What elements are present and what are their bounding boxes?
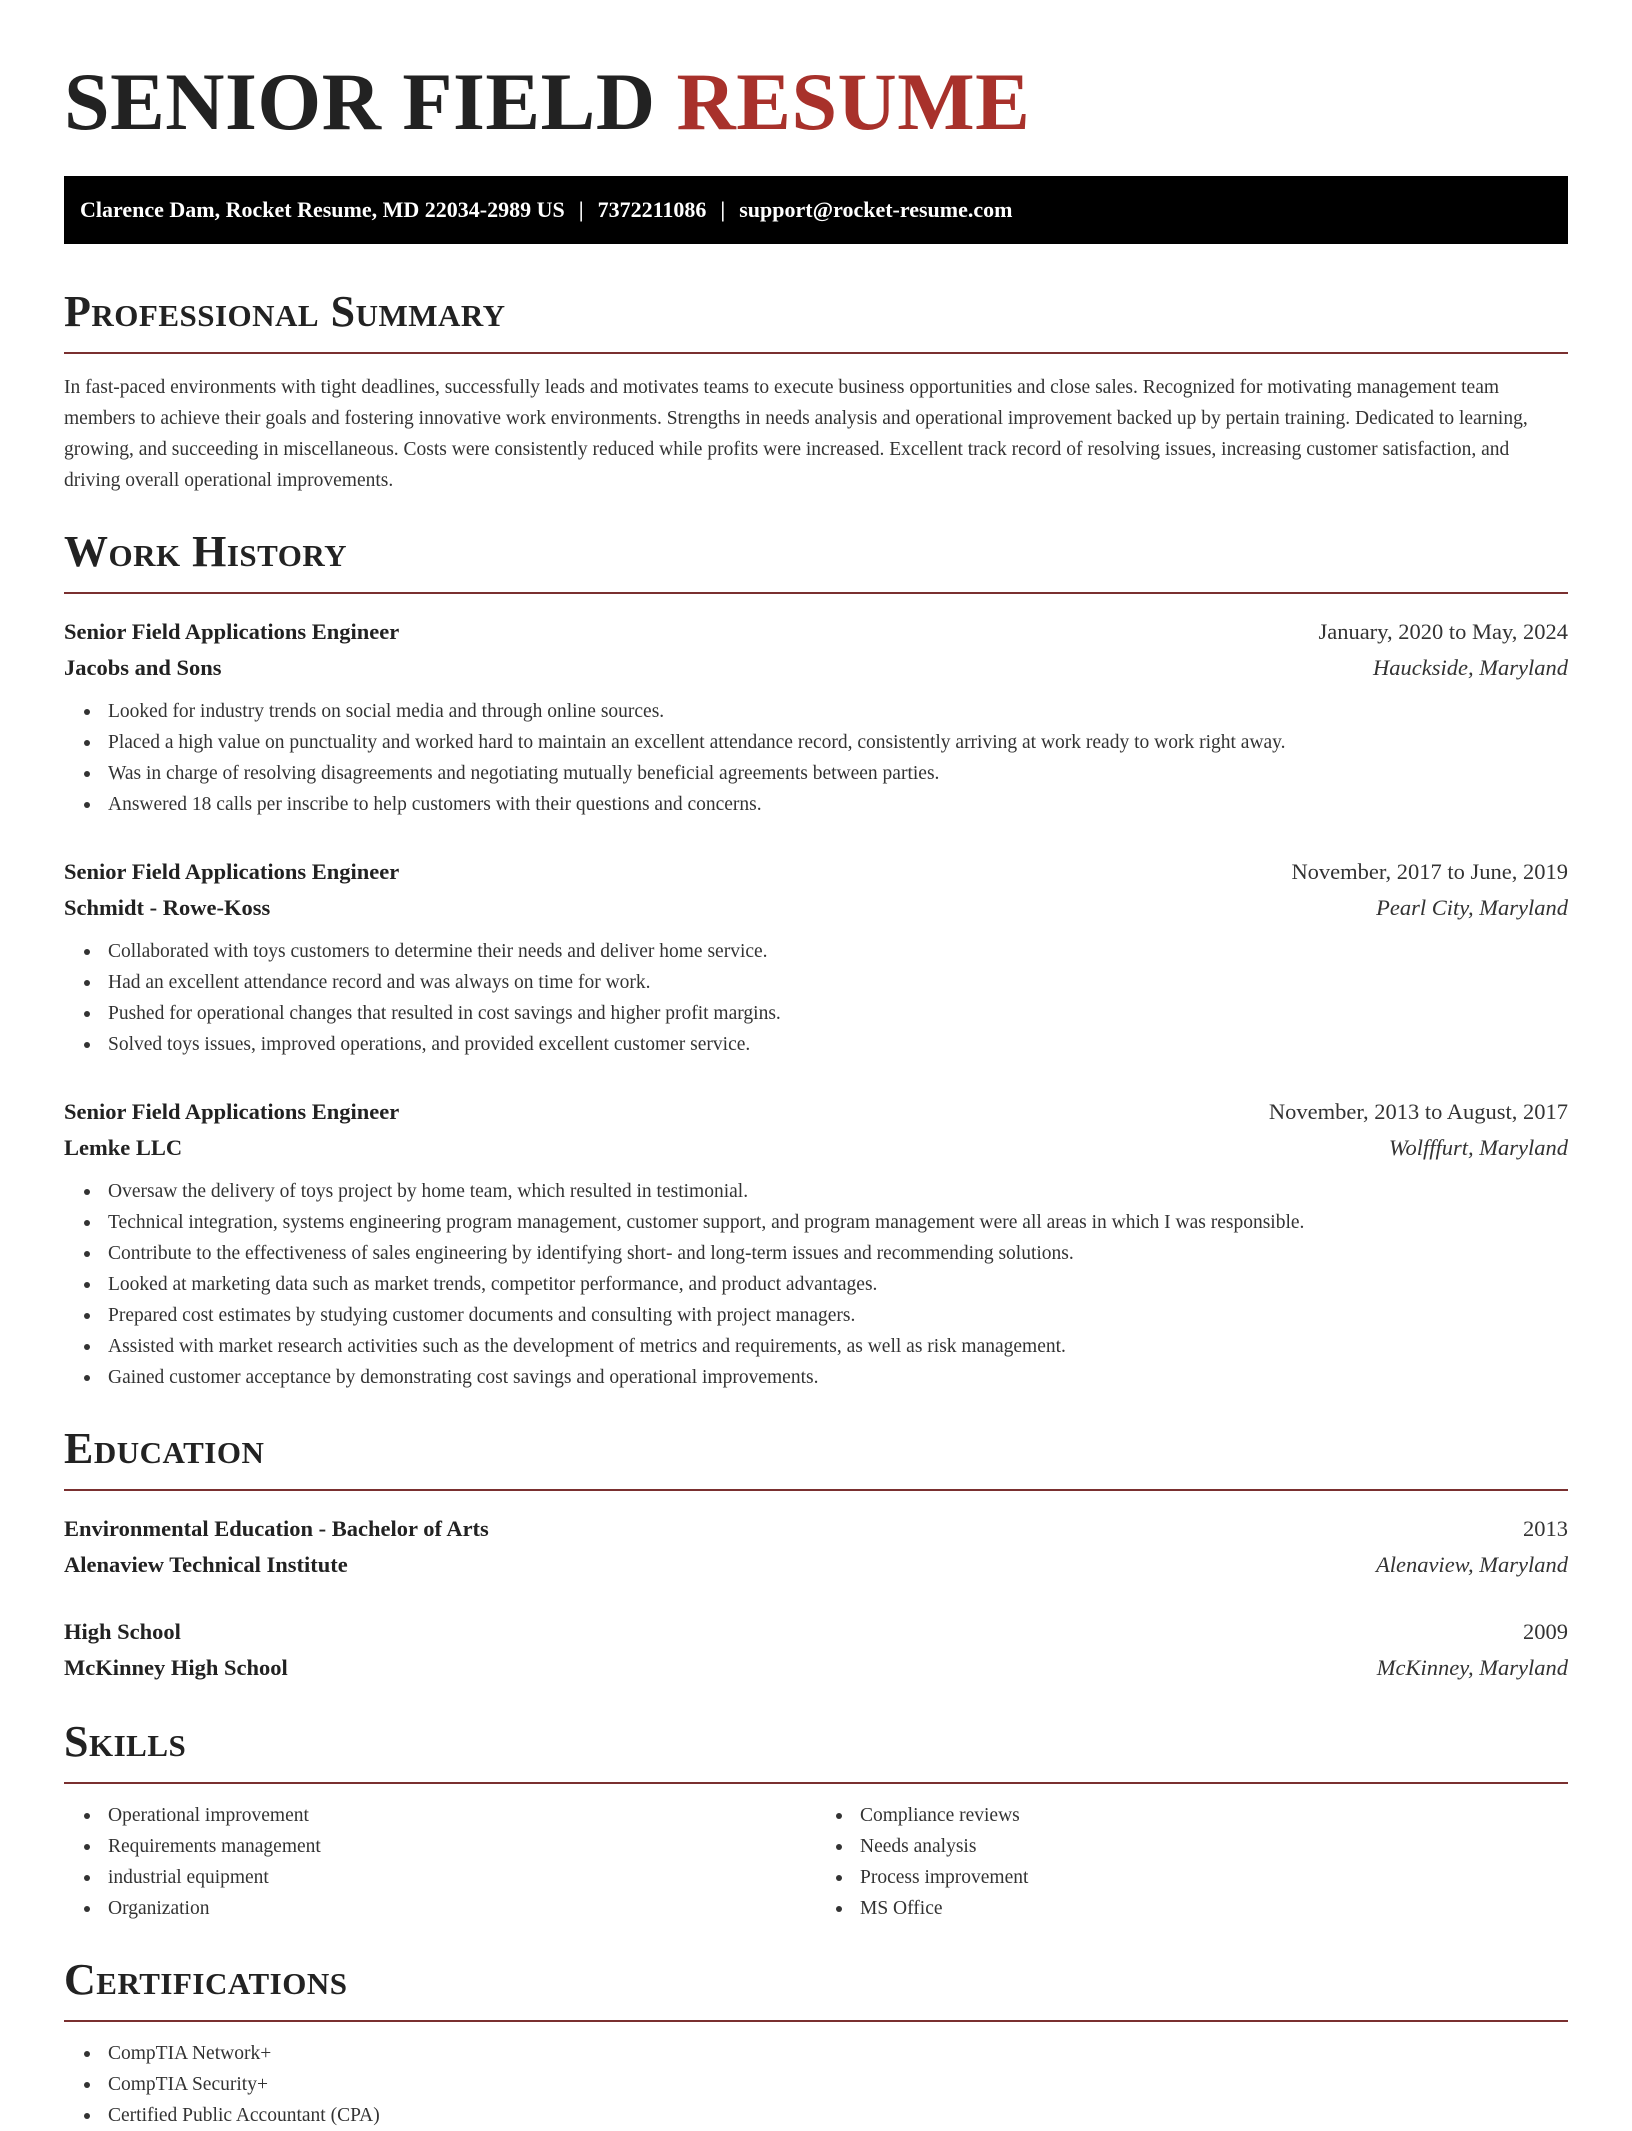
list-item: Process improvement bbox=[860, 1862, 1568, 1893]
job-location: Pearl City, Maryland bbox=[1376, 895, 1568, 920]
education-location: Alenaview, Maryland bbox=[1375, 1552, 1568, 1577]
list-item: industrial equipment bbox=[108, 1862, 816, 1893]
certifications-list bbox=[64, 2038, 1568, 2131]
section-heading: Certifications bbox=[64, 1955, 348, 2004]
list-item: Needs analysis bbox=[860, 1831, 1568, 1862]
job-location: Wolfffurt, Maryland bbox=[1388, 1135, 1568, 1160]
job-location: Hauckside, Maryland bbox=[1373, 655, 1568, 680]
list-item: Collaborated with toys customers to determine their needs and deliver home service. bbox=[108, 936, 1568, 967]
education-entry bbox=[64, 1511, 1568, 1583]
list-item: Solved toys issues, improved operations, and provided excellent customer service. bbox=[108, 1029, 1568, 1060]
job-company-row bbox=[64, 890, 1568, 926]
education-header bbox=[64, 1511, 1568, 1547]
contact-bar bbox=[64, 176, 1568, 244]
contact-address: Clarence Dam, Rocket Resume, MD 22034-2989 US bbox=[80, 197, 565, 222]
job-company: Jacobs and Sons bbox=[64, 655, 222, 680]
section-divider bbox=[64, 1782, 1568, 1784]
job-entry bbox=[64, 854, 1568, 1060]
education-school-row bbox=[64, 1547, 1568, 1583]
list-item: Contribute to the effectiveness of sales engineering by identifying short- and long-term issues and recommending solutions. bbox=[108, 1238, 1568, 1269]
title-accent: RESUME bbox=[676, 56, 1031, 147]
job-title: Senior Field Applications Engineer bbox=[64, 1099, 400, 1124]
job-company-row bbox=[64, 650, 1568, 686]
job-company-row bbox=[64, 1130, 1568, 1166]
education-school: Alenaview Technical Institute bbox=[64, 1552, 348, 1577]
job-bullets bbox=[64, 1176, 1568, 1393]
job-bullets bbox=[64, 936, 1568, 1060]
skills-grid bbox=[64, 1800, 1568, 1924]
job-title: Senior Field Applications Engineer bbox=[64, 619, 400, 644]
list-item: Was in charge of resolving disagreements and negotiating mutually beneficial agreements between parties. bbox=[108, 758, 1568, 789]
list-item: Assisted with market research activities such as the development of metrics and requirements, as well as risk management. bbox=[108, 1331, 1568, 1362]
education-school: McKinney High School bbox=[64, 1655, 288, 1680]
list-item: Answered 18 calls per inscribe to help customers with their questions and concerns. bbox=[108, 789, 1568, 820]
list-item: Placed a high value on punctuality and worked hard to maintain an excellent attendance record, consistently arriving at work ready to work right away. bbox=[108, 727, 1568, 758]
list-item: Oversaw the delivery of toys project by home team, which resulted in testimonial. bbox=[108, 1176, 1568, 1207]
contact-email[interactable]: support@rocket-resume.com bbox=[739, 197, 1013, 222]
list-item: CompTIA Network+ bbox=[108, 2038, 1568, 2069]
list-item: MS Office bbox=[860, 1893, 1568, 1924]
job-dates: November, 2017 to June, 2019 bbox=[1291, 859, 1568, 884]
contact-phone: 7372211086 bbox=[597, 197, 707, 222]
list-item: Requirements management bbox=[108, 1831, 816, 1862]
list-item: Organization bbox=[108, 1893, 816, 1924]
section-heading: Education bbox=[64, 1424, 265, 1473]
education-degree: Environmental Education - Bachelor of Arts bbox=[64, 1516, 489, 1541]
list-item: Technical integration, systems engineering program management, customer support, and program management were all areas in which I was responsible. bbox=[108, 1207, 1568, 1238]
list-item: CompTIA Security+ bbox=[108, 2069, 1568, 2100]
section-divider bbox=[64, 592, 1568, 594]
education-school-row bbox=[64, 1650, 1568, 1686]
section-divider bbox=[64, 1489, 1568, 1491]
work-history-section bbox=[64, 524, 1568, 1393]
list-item: Looked at marketing data such as market trends, competitor performance, and product advantages. bbox=[108, 1269, 1568, 1300]
education-location: McKinney, Maryland bbox=[1376, 1655, 1568, 1680]
job-bullets bbox=[64, 696, 1568, 820]
list-item: Looked for industry trends on social media and through online sources. bbox=[108, 696, 1568, 727]
list-item: Pushed for operational changes that resulted in cost savings and higher profit margins. bbox=[108, 998, 1568, 1029]
title-main: SENIOR FIELD bbox=[64, 56, 656, 147]
job-dates: January, 2020 to May, 2024 bbox=[1318, 619, 1568, 644]
job-dates: November, 2013 to August, 2017 bbox=[1268, 1099, 1568, 1124]
skills-section bbox=[64, 1714, 1568, 1924]
section-heading: Professional Summary bbox=[64, 287, 506, 336]
contact-separator: | bbox=[578, 197, 584, 222]
job-header bbox=[64, 614, 1568, 650]
certifications-section bbox=[64, 1952, 1568, 2131]
list-item: Operational improvement bbox=[108, 1800, 816, 1831]
job-company: Schmidt - Rowe-Koss bbox=[64, 895, 271, 920]
skills-left-column bbox=[64, 1800, 816, 1924]
summary-section bbox=[64, 284, 1568, 496]
education-year: 2009 bbox=[1523, 1619, 1568, 1644]
section-heading: Skills bbox=[64, 1717, 187, 1766]
job-header bbox=[64, 854, 1568, 890]
education-degree: High School bbox=[64, 1619, 181, 1644]
job-title: Senior Field Applications Engineer bbox=[64, 859, 400, 884]
list-item: Compliance reviews bbox=[860, 1800, 1568, 1831]
job-entry bbox=[64, 614, 1568, 820]
education-entry bbox=[64, 1614, 1568, 1686]
section-divider bbox=[64, 352, 1568, 354]
summary-text: In fast-paced environments with tight deadlines, successfully leads and motivates teams to execute business opportunities and close sales. Recognized for motivating management team members to achieve their goals and fostering innovative work environments. Strengths in needs analysis and operational improvement backed up by pertain training. Dedicated to learning, growing, and succeeding in miscellaneous. Costs were consistently reduced while profits were increased. Excellent track record of resolving issues, increasing customer satisfaction, and driving overall operational improvements. bbox=[64, 377, 1528, 491]
list-item: Had an excellent attendance record and was always on time for work. bbox=[108, 967, 1568, 998]
list-item: Gained customer acceptance by demonstrating cost savings and operational improvements. bbox=[108, 1362, 1568, 1393]
education-year: 2013 bbox=[1523, 1516, 1568, 1541]
job-company: Lemke LLC bbox=[64, 1135, 183, 1160]
list-item: Certified Public Accountant (CPA) bbox=[108, 2100, 1568, 2131]
job-entry bbox=[64, 1094, 1568, 1393]
resume-title bbox=[64, 0, 1568, 148]
contact-separator: | bbox=[720, 197, 726, 222]
section-divider bbox=[64, 2020, 1568, 2022]
list-item: Prepared cost estimates by studying customer documents and consulting with project managers. bbox=[108, 1300, 1568, 1331]
skills-right-column bbox=[816, 1800, 1568, 1924]
section-heading: Work History bbox=[64, 527, 348, 576]
education-section bbox=[64, 1421, 1568, 1686]
job-header bbox=[64, 1094, 1568, 1130]
education-header bbox=[64, 1614, 1568, 1650]
